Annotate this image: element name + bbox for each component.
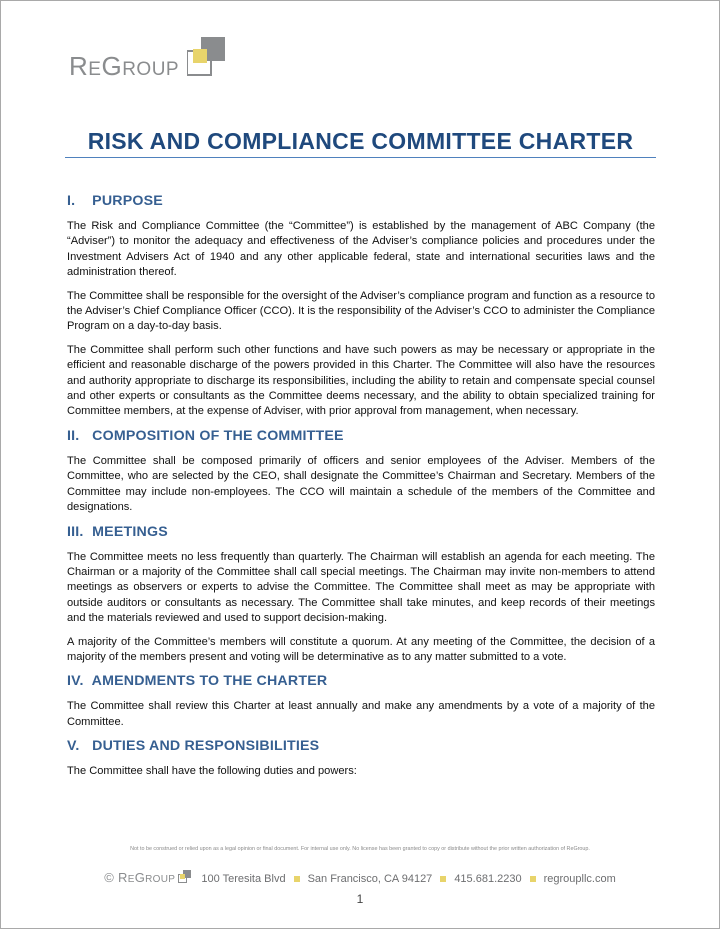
section-number: V. <box>67 738 80 755</box>
footer-phone: 415.681.2230 <box>454 873 522 885</box>
brand-letter: ROUP <box>145 874 176 885</box>
logo-letter: G <box>101 51 123 81</box>
paragraph: The Risk and Compliance Committee (the “Committee”) is established by the management of ABC Company (the “Adviser”) to monitor the adequacy and effectiveness of the Adviser’s compliance policies and procedures under the Investment Advisers Act of 1940 and any other applicable federal, state and international securities laws and the administration thereof. <box>67 220 655 279</box>
title-underline <box>65 157 656 158</box>
logo-wordmark <box>69 51 179 82</box>
paragraph: The Committee shall review this Charter at least annually and make any amendments by a vote of a majority of the Committee. <box>67 700 655 728</box>
document-body <box>67 192 655 780</box>
logo-letter: E <box>88 59 102 80</box>
footer-city: San Francisco, CA 94127 <box>307 873 433 885</box>
section-number: IV. <box>67 673 84 690</box>
regroup-logo <box>69 37 239 79</box>
section-title: PURPOSE <box>92 193 163 209</box>
paragraph: The Committee shall be composed primarily of officers and senior employees of the Adviser. Members of the Committee, who are selected by the CEO, shall designate the Committee’s Chairman and Secretary. Members of the Committee may include non-employees. The CCO will maintain a schedule of the members of the Committee and designations. <box>67 454 655 514</box>
footer-contact <box>1 870 719 885</box>
section-title: MEETINGS <box>92 523 168 540</box>
separator-square-icon <box>294 876 300 882</box>
section-number: III. <box>67 523 84 540</box>
footer-logo-squares-icon <box>178 870 192 884</box>
logo-squares-icon <box>187 37 229 79</box>
copyright-symbol: © <box>104 870 115 885</box>
section-heading-composition <box>67 427 655 445</box>
section-heading-meetings <box>67 523 655 541</box>
paragraph: A majority of the Committee’s members will constitute a quorum. At any meeting of the Committee, the decision of a majority of the members present and voting will be determinative as to any matter submitted to a vote. <box>67 635 655 663</box>
section-heading-purpose <box>67 192 655 210</box>
section-number: II. <box>67 427 80 444</box>
brand-letter: E <box>127 874 135 885</box>
brand-letter: G <box>134 870 146 885</box>
section-heading-amendments <box>67 672 655 690</box>
footer-disclaimer: Not to be construed or relied upon as a legal opinion or final document. For internal use only. No license has been granted to copy or distribute without the prior written authorization of ReGroup. <box>130 846 590 852</box>
logo-letter: R <box>69 51 89 81</box>
section-title: COMPOSITION OF THE COMMITTEE <box>92 427 344 444</box>
separator-square-icon <box>530 876 536 882</box>
separator-square-icon <box>440 876 446 882</box>
footer-address: 100 Teresita Blvd <box>201 873 286 885</box>
footer-brand <box>104 870 175 885</box>
paragraph: The Committee shall perform such other functions and have such powers as may be necessary or appropriate in the efficient and reasonable discharge of the powers provided in this Charter. The Committee will also have the resources and authority appropriate to discharge its responsibilities, including the ability to retain and compensate special counsel and other experts or consultants as the Committee deems necessary, and the ability to obtain specialized training for Committee members, at the expense of Adviser, with prior approval from management, when necessary. <box>67 343 655 418</box>
paragraph: The Committee meets no less frequently than quarterly. The Chairman will establish an agenda for each meeting. The Chairman or a majority of the Committee shall call special meetings. The Chairman may invite non-members to attend meetings as observers or experts to advise the Committee. The Committee shall meet as may be appropriate with outside auditors or consultants as necessary. The Committee shall take minutes, and keep records of their meetings and the materials reviewed and used to support decision-making. <box>67 550 655 625</box>
section-title: DUTIES AND RESPONSIBILITIES <box>92 738 320 755</box>
section-heading-duties <box>67 737 655 755</box>
paragraph: The Committee shall have the following duties and powers: <box>67 765 357 778</box>
logo-letter: ROUP <box>122 59 180 80</box>
brand-letter: R <box>118 870 128 885</box>
section-number: I. <box>67 193 76 209</box>
footer-website[interactable]: regroupllc.com <box>543 873 616 885</box>
page-title: RISK AND COMPLIANCE COMMITTEE CHARTER <box>87 128 634 154</box>
page-number: 1 <box>356 892 364 906</box>
paragraph: The Committee shall be responsible for the oversight of the Adviser’s compliance program and function as a resource to the Adviser’s Chief Compliance Officer (CCO). It is the responsibility of the Adviser’s CCO to administer the Compliance Program on a day-to-day basis. <box>67 289 655 333</box>
section-title: AMENDMENTS TO THE CHARTER <box>91 673 328 690</box>
